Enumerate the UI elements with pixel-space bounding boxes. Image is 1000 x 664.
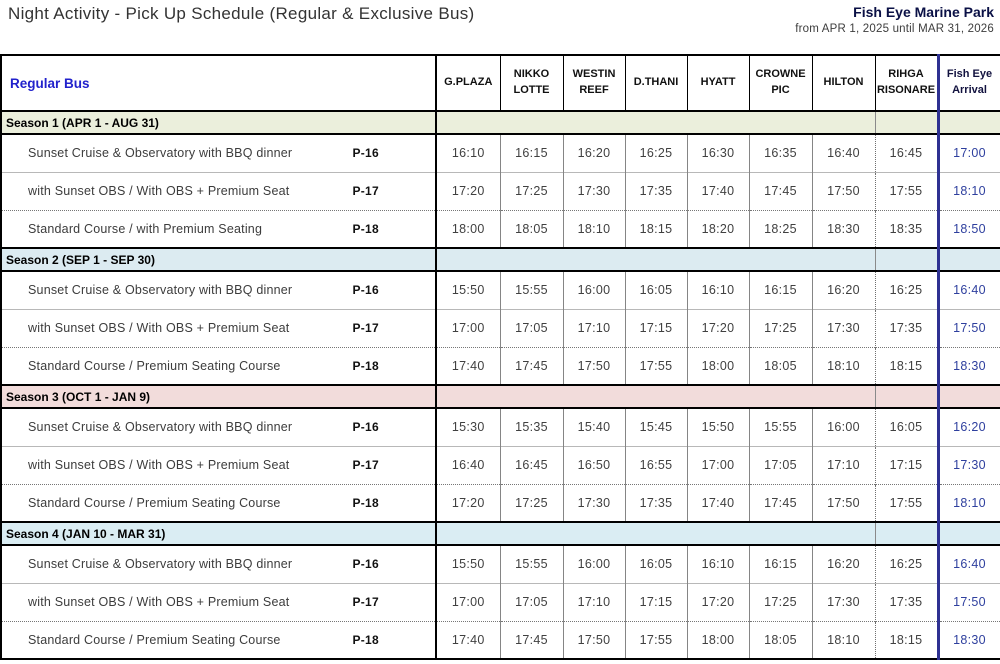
season-band-fill <box>875 385 938 408</box>
course-row <box>1 134 1000 172</box>
pickup-time-cell: 17:45 <box>749 172 812 210</box>
pickup-time-cell: 18:25 <box>749 210 812 248</box>
course-row <box>1 545 1000 583</box>
pickup-time-cell: 17:10 <box>812 446 875 484</box>
course-row <box>1 309 1000 347</box>
column-header: NIKKO LOTTE <box>500 55 563 111</box>
pickup-time-cell: 16:20 <box>563 134 625 172</box>
course-cell <box>1 347 436 385</box>
course-name: Standard Course / with Premium Seating <box>28 221 263 236</box>
validity-period: from APR 1, 2025 until MAR 31, 2026 <box>795 23 994 35</box>
pickup-time-cell: 15:55 <box>500 271 563 309</box>
pickup-time-cell: 17:55 <box>875 484 938 522</box>
course-cell <box>1 271 436 309</box>
course-row <box>1 621 1000 659</box>
course-name: Standard Course / Premium Seating Course <box>28 632 281 647</box>
course-code: P-17 <box>352 184 379 198</box>
course-name: Sunset Cruise & Observatory with BBQ dinner <box>28 420 293 435</box>
arrival-time-cell: 17:50 <box>938 583 1000 621</box>
course-cell <box>1 134 436 172</box>
column-header: D.THANI <box>625 55 687 111</box>
pickup-time-cell: 16:45 <box>500 446 563 484</box>
pickup-time-cell: 17:00 <box>436 309 500 347</box>
course-code: P-18 <box>352 358 379 373</box>
pickup-time-cell: 15:30 <box>436 408 500 446</box>
pickup-time-cell: 15:50 <box>687 408 749 446</box>
pickup-time-cell: 17:25 <box>749 309 812 347</box>
season-label: Season 2 (SEP 1 - SEP 30) <box>1 248 436 271</box>
course-row <box>1 484 1000 522</box>
pickup-time-cell: 16:00 <box>563 271 625 309</box>
course-name: with Sunset OBS / With OBS + Premium Seat <box>28 321 290 335</box>
course-code: P-16 <box>352 283 379 298</box>
course-cell <box>1 621 436 659</box>
brand-block <box>795 4 994 35</box>
pickup-time-cell: 18:20 <box>687 210 749 248</box>
pickup-time-cell: 16:25 <box>625 134 687 172</box>
season-band-fill <box>938 385 1000 408</box>
season-band <box>1 522 1000 545</box>
pickup-time-cell: 16:55 <box>625 446 687 484</box>
season-band-fill <box>938 111 1000 134</box>
course-name: Sunset Cruise & Observatory with BBQ dinner <box>28 283 293 298</box>
pickup-time-cell: 17:30 <box>812 309 875 347</box>
pickup-time-cell: 16:10 <box>687 271 749 309</box>
pickup-time-cell: 17:30 <box>563 484 625 522</box>
arrival-time-cell: 17:50 <box>938 309 1000 347</box>
pickup-time-cell: 17:45 <box>500 347 563 385</box>
pickup-time-cell: 17:00 <box>687 446 749 484</box>
arrival-time-cell: 18:10 <box>938 484 1000 522</box>
course-code: P-16 <box>352 420 379 435</box>
pickup-time-cell: 16:15 <box>500 134 563 172</box>
pickup-time-cell: 16:45 <box>875 134 938 172</box>
course-code: P-18 <box>352 495 379 510</box>
pickup-time-cell: 17:55 <box>875 172 938 210</box>
pickup-time-cell: 17:20 <box>436 172 500 210</box>
season-band-fill <box>875 111 938 134</box>
pickup-time-cell: 17:35 <box>875 583 938 621</box>
pickup-time-cell: 16:20 <box>812 545 875 583</box>
course-cell <box>1 446 436 484</box>
pickup-time-cell: 16:30 <box>687 134 749 172</box>
course-code: P-17 <box>352 595 379 609</box>
season-band-fill <box>875 248 938 271</box>
pickup-time-cell: 17:30 <box>812 583 875 621</box>
pickup-time-cell: 17:55 <box>625 621 687 659</box>
pickup-time-cell: 16:05 <box>625 545 687 583</box>
pickup-time-cell: 16:40 <box>436 446 500 484</box>
pickup-time-cell: 18:00 <box>436 210 500 248</box>
header-row <box>1 55 1000 111</box>
course-cell <box>1 484 436 522</box>
pickup-time-cell: 15:55 <box>500 545 563 583</box>
arrival-time-cell: 16:40 <box>938 271 1000 309</box>
pickup-time-cell: 18:10 <box>563 210 625 248</box>
pickup-time-cell: 15:45 <box>625 408 687 446</box>
pickup-time-cell: 17:25 <box>500 484 563 522</box>
season-band-fill <box>436 248 875 271</box>
pickup-time-cell: 17:40 <box>436 347 500 385</box>
course-row <box>1 172 1000 210</box>
column-header: HYATT <box>687 55 749 111</box>
pickup-time-cell: 17:25 <box>749 583 812 621</box>
season-label: Season 3 (OCT 1 - JAN 9) <box>1 385 436 408</box>
course-cell <box>1 210 436 248</box>
pickup-time-cell: 16:20 <box>812 271 875 309</box>
course-cell <box>1 545 436 583</box>
pickup-time-cell: 17:05 <box>500 583 563 621</box>
course-row <box>1 446 1000 484</box>
course-name: Sunset Cruise & Observatory with BBQ dinner <box>28 146 293 161</box>
pickup-time-cell: 17:55 <box>625 347 687 385</box>
pickup-time-cell: 17:25 <box>500 172 563 210</box>
season-label: Season 1 (APR 1 - AUG 31) <box>1 111 436 134</box>
pickup-time-cell: 16:10 <box>687 545 749 583</box>
pickup-time-cell: 17:30 <box>563 172 625 210</box>
column-header: HILTON <box>812 55 875 111</box>
pickup-time-cell: 17:05 <box>749 446 812 484</box>
pickup-time-cell: 17:40 <box>436 621 500 659</box>
pickup-time-cell: 16:35 <box>749 134 812 172</box>
pickup-time-cell: 17:45 <box>500 621 563 659</box>
pickup-time-cell: 16:25 <box>875 271 938 309</box>
pickup-time-cell: 16:40 <box>812 134 875 172</box>
course-row <box>1 408 1000 446</box>
arrival-time-cell: 16:40 <box>938 545 1000 583</box>
season-band-fill <box>938 248 1000 271</box>
season-label: Season 4 (JAN 10 - MAR 31) <box>1 522 436 545</box>
pickup-time-cell: 18:30 <box>812 210 875 248</box>
pickup-time-cell: 17:00 <box>436 583 500 621</box>
pickup-time-cell: 18:00 <box>687 347 749 385</box>
course-cell <box>1 309 436 347</box>
course-code: P-16 <box>352 557 379 572</box>
pickup-time-cell: 15:40 <box>563 408 625 446</box>
pickup-time-cell: 18:05 <box>500 210 563 248</box>
regular-bus-label: Regular Bus <box>1 55 436 111</box>
pickup-time-cell: 15:35 <box>500 408 563 446</box>
pickup-time-cell: 15:50 <box>436 545 500 583</box>
season-band <box>1 385 1000 408</box>
pickup-time-cell: 18:05 <box>749 621 812 659</box>
season-band <box>1 111 1000 134</box>
pickup-time-cell: 17:35 <box>875 309 938 347</box>
page-header <box>0 0 1000 35</box>
season-band-fill <box>938 522 1000 545</box>
pickup-time-cell: 17:40 <box>687 172 749 210</box>
pickup-time-cell: 17:20 <box>436 484 500 522</box>
page-title: Night Activity - Pick Up Schedule (Regular & Exclusive Bus) <box>8 4 475 23</box>
pickup-time-cell: 17:15 <box>625 583 687 621</box>
pickup-time-cell: 18:15 <box>875 347 938 385</box>
pickup-time-cell: 15:50 <box>436 271 500 309</box>
pickup-time-cell: 16:50 <box>563 446 625 484</box>
season-band-fill <box>436 111 875 134</box>
course-code: P-16 <box>352 146 379 161</box>
course-name: with Sunset OBS / With OBS + Premium Seat <box>28 458 290 472</box>
course-name: Sunset Cruise & Observatory with BBQ dinner <box>28 557 293 572</box>
course-row <box>1 347 1000 385</box>
pickup-time-cell: 16:05 <box>875 408 938 446</box>
brand-name: Fish Eye Marine Park <box>853 4 994 20</box>
pickup-time-cell: 16:05 <box>625 271 687 309</box>
pickup-time-cell: 16:00 <box>812 408 875 446</box>
pickup-time-cell: 17:45 <box>749 484 812 522</box>
column-header: RIHGA RISONARE <box>875 55 938 111</box>
pickup-time-cell: 18:35 <box>875 210 938 248</box>
course-code: P-18 <box>352 632 379 647</box>
course-code: P-17 <box>352 321 379 335</box>
pickup-time-cell: 17:10 <box>563 583 625 621</box>
season-band-fill <box>436 522 875 545</box>
course-cell <box>1 172 436 210</box>
course-name: Standard Course / Premium Seating Course <box>28 358 281 373</box>
pickup-time-cell: 17:10 <box>563 309 625 347</box>
pickup-time-cell: 17:20 <box>687 583 749 621</box>
pickup-time-cell: 16:25 <box>875 545 938 583</box>
pickup-schedule-table <box>0 54 1000 660</box>
pickup-time-cell: 16:15 <box>749 271 812 309</box>
column-header: CROWNE PIC <box>749 55 812 111</box>
arrival-time-cell: 18:10 <box>938 172 1000 210</box>
pickup-time-cell: 15:55 <box>749 408 812 446</box>
course-name: Standard Course / Premium Seating Course <box>28 495 281 510</box>
pickup-time-cell: 17:15 <box>625 309 687 347</box>
course-row <box>1 583 1000 621</box>
pickup-time-cell: 17:15 <box>875 446 938 484</box>
arrival-time-cell: 18:30 <box>938 347 1000 385</box>
pickup-time-cell: 16:10 <box>436 134 500 172</box>
arrival-time-cell: 16:20 <box>938 408 1000 446</box>
course-cell <box>1 408 436 446</box>
pickup-time-cell: 17:20 <box>687 309 749 347</box>
pickup-time-cell: 16:00 <box>563 545 625 583</box>
pickup-time-cell: 18:00 <box>687 621 749 659</box>
course-cell <box>1 583 436 621</box>
column-header-arrival: Fish Eye Arrival <box>938 55 1000 111</box>
course-name: with Sunset OBS / With OBS + Premium Seat <box>28 595 290 609</box>
column-header: G.PLAZA <box>436 55 500 111</box>
pickup-time-cell: 16:15 <box>749 545 812 583</box>
arrival-time-cell: 18:30 <box>938 621 1000 659</box>
pickup-time-cell: 17:35 <box>625 172 687 210</box>
course-code: P-17 <box>352 458 379 472</box>
season-band-fill <box>436 385 875 408</box>
course-row <box>1 271 1000 309</box>
pickup-time-cell: 18:05 <box>749 347 812 385</box>
pickup-time-cell: 17:50 <box>812 172 875 210</box>
pickup-time-cell: 18:15 <box>625 210 687 248</box>
course-code: P-18 <box>352 221 379 236</box>
season-band-fill <box>875 522 938 545</box>
column-header: WESTIN REEF <box>563 55 625 111</box>
pickup-time-cell: 17:50 <box>563 347 625 385</box>
arrival-time-cell: 18:50 <box>938 210 1000 248</box>
pickup-time-cell: 18:10 <box>812 621 875 659</box>
arrival-time-cell: 17:00 <box>938 134 1000 172</box>
pickup-time-cell: 17:35 <box>625 484 687 522</box>
pickup-time-cell: 18:15 <box>875 621 938 659</box>
season-band <box>1 248 1000 271</box>
arrival-time-cell: 17:30 <box>938 446 1000 484</box>
pickup-time-cell: 18:10 <box>812 347 875 385</box>
pickup-time-cell: 17:40 <box>687 484 749 522</box>
pickup-time-cell: 17:05 <box>500 309 563 347</box>
pickup-time-cell: 17:50 <box>563 621 625 659</box>
course-row <box>1 210 1000 248</box>
pickup-time-cell: 17:50 <box>812 484 875 522</box>
course-name: with Sunset OBS / With OBS + Premium Seat <box>28 184 290 198</box>
